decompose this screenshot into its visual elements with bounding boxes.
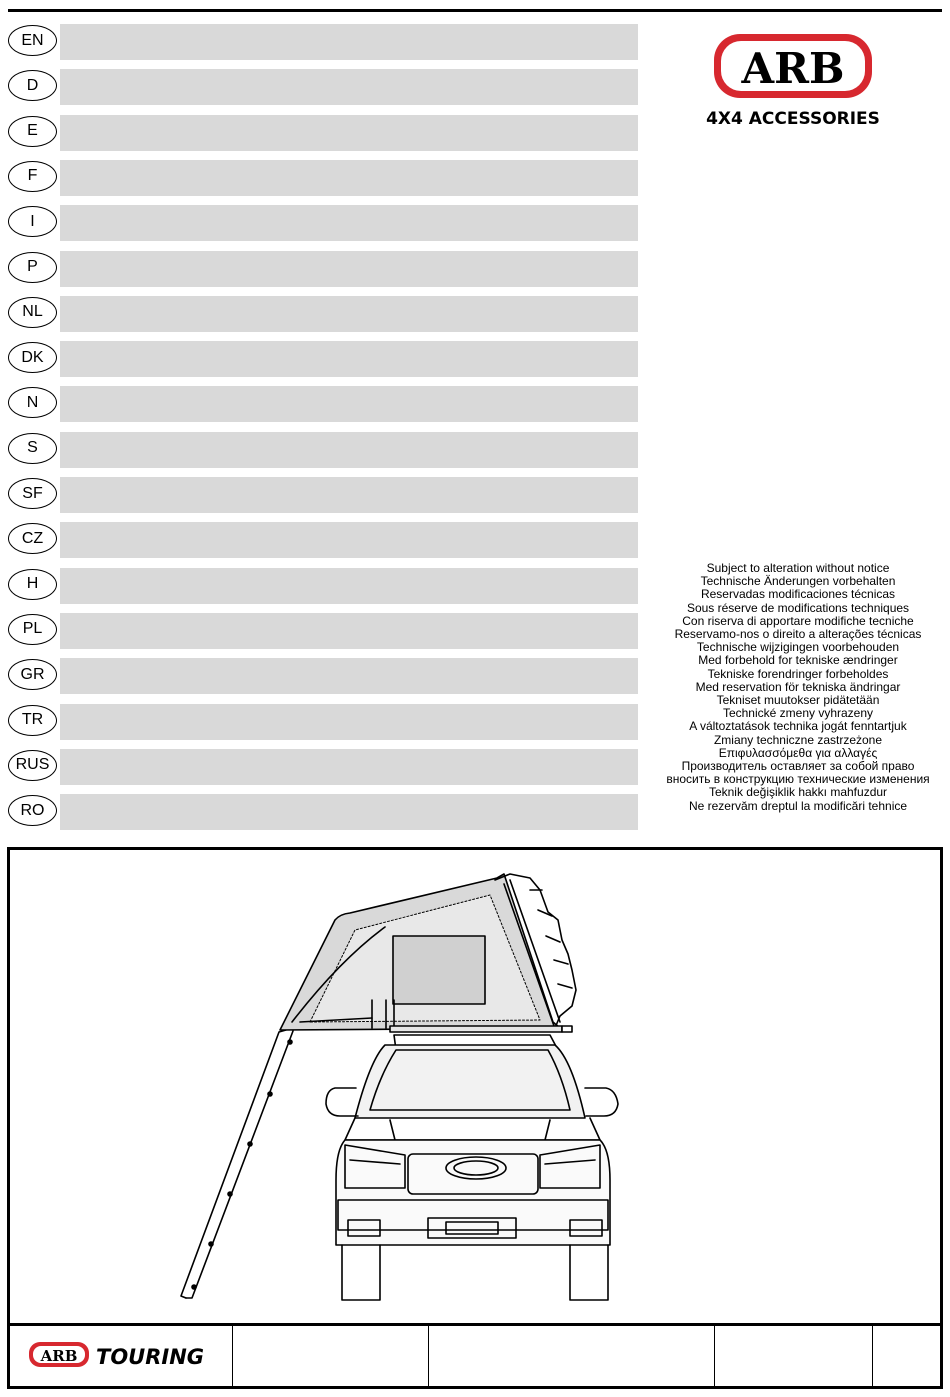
language-text-bar [60,749,638,785]
language-row [8,205,638,241]
notice-line: Tekniske forendringer forbeholdes [707,666,889,681]
language-row [8,568,638,604]
notice-line: Med forbehold for tekniske ændringer [698,653,898,668]
language-row [8,704,638,740]
top-rule [8,9,942,12]
language-code-badge: P [8,252,57,283]
notice-line: Tekniset muutokser pidätetään [716,693,880,708]
notice-line: Technische Änderungen vorbehalten [700,574,896,589]
notice-line: вносить в конструкцию технические изменения [666,772,930,787]
touring-logo-text: TOURING [96,1345,205,1369]
language-code-badge: RO [8,795,57,826]
language-text-bar [60,658,638,694]
notice-line: Teknik değişiklik hakkı mahfuzdur [708,785,888,800]
product-illustration-frame [7,847,943,1326]
language-row [8,115,638,151]
notice-line: Zmiany techniczne zastrzeżone [713,732,883,747]
rooftop-tent-vehicle-illustration [10,850,940,1323]
arb-4x4-accessories-logo [703,33,885,131]
language-code-badge: PL [8,614,57,645]
language-text-bar [60,296,638,332]
language-text-bar [60,69,638,105]
language-text-bar [60,522,638,558]
footer-cell-2 [428,1325,715,1386]
footer-cell-1 [232,1325,429,1386]
language-code-badge: D [8,70,57,101]
language-text-bar [60,568,638,604]
notice-line: Производитель оставляет за собой право [681,759,915,774]
notice-line: A változtatások technika jogát fenntartjuk [689,719,907,734]
arb-logo-text: ARB [741,44,845,93]
notice-line: Technické zmeny vyhrazeny [722,706,874,721]
language-row [8,296,638,332]
language-row [8,432,638,468]
language-row [8,613,638,649]
alteration-notice [652,562,944,813]
language-row [8,658,638,694]
language-text-bar [60,251,638,287]
language-text-bar [60,794,638,830]
vehicle-front-illustration [326,1035,618,1300]
language-code-badge: H [8,569,57,600]
notice-line: Con riserva di apportare modifiche tecniche [682,613,914,628]
language-row [8,160,638,196]
language-text-bar [60,704,638,740]
tagline-text: 4X4 ACCESSORIES [706,109,880,129]
language-code-badge: GR [8,659,57,690]
language-code-badge: CZ [8,523,57,554]
notice-line: Επιφυλασσόμεθα για αλλαγές [718,745,878,760]
language-row [8,69,638,105]
footer-cell-3 [714,1325,873,1386]
language-text-bar [60,432,638,468]
language-row [8,477,638,513]
notice-line: Reservamo-nos o direito a alterações técnicas [674,627,922,642]
language-text-bar [60,386,638,422]
language-code-badge: S [8,433,57,464]
footer-table [7,1325,943,1389]
language-row [8,386,638,422]
arb-touring-logo [28,1340,213,1370]
language-text-bar [60,160,638,196]
language-row [8,522,638,558]
language-text-bar [60,24,638,60]
language-row [8,24,638,60]
language-code-badge: EN [8,25,57,56]
footer-cell-4 [872,1325,941,1386]
language-row [8,794,638,830]
language-row [8,749,638,785]
language-code-badge: SF [8,478,57,509]
language-code-badge: TR [8,705,57,736]
language-code-badge: F [8,161,57,192]
language-text-bar [60,115,638,151]
language-code-badge: DK [8,342,57,373]
language-code-badge: N [8,387,57,418]
language-code-badge: RUS [8,750,57,781]
notice-line: Sous réserve de modifications techniques [686,600,910,615]
ladder-illustration [181,1030,293,1298]
notice-line: Technische wijzigingen voorbehouden [696,640,900,655]
notice-line: Reservadas modificaciones técnicas [700,587,896,602]
language-text-bar [60,341,638,377]
touring-logo-arb-text: ARB [40,1347,78,1365]
notice-line: Ne rezervăm dreptul la modificări tehnice [688,798,908,813]
language-row [8,341,638,377]
language-code-badge: NL [8,297,57,328]
language-text-bar [60,477,638,513]
language-code-badge: I [8,206,57,237]
language-text-bar [60,613,638,649]
rooftop-tent-illustration [280,874,576,1032]
notice-line: Med reservation för tekniska ändringar [695,679,901,694]
language-code-badge: E [8,116,57,147]
language-text-bar [60,205,638,241]
language-row [8,251,638,287]
notice-line: Subject to alteration without notice [706,561,890,575]
